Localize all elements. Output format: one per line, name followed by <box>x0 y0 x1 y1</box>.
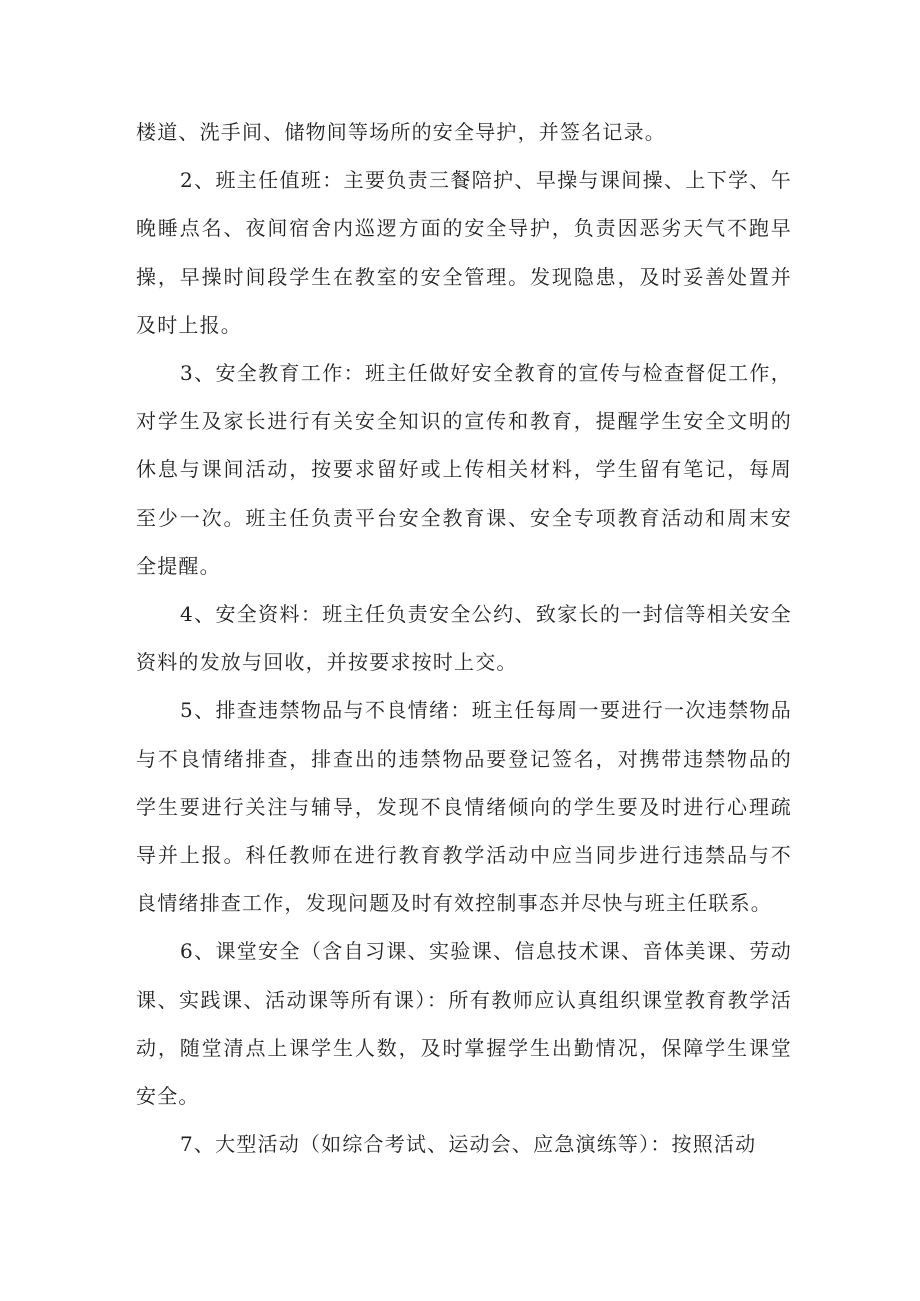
paragraph-item-3: 3、安全教育工作：班主任做好安全教育的宣传与检查督促工作，对学生及家长进行有关安全知识的宣传和教育，提醒学生安全文明的休息与课间活动，按要求留好或上传相关材料，学生留有笔记，每周至少一次。班主任负责平台安全教育课、安全专项教育活动和周末安全提醒。 <box>136 361 792 578</box>
paragraph-item-7: 7、大型活动（如综合考试、运动会、应急演练等）：按照活动 <box>180 1132 757 1157</box>
paragraph-item-2: 2、班主任值班：主要负责三餐陪护、早操与课间操、上下学、午晚睡点名、夜间宿舍内巡逻方面的安全导护，负责因恶劣天气不跑早操，早操时间段学生在教室的安全管理。发现隐患，及时妥善处置并及时上报。 <box>136 168 792 337</box>
document-body <box>136 108 792 1168</box>
paragraph-item-6: 6、课堂安全（含自习课、实验课、信息技术课、音体美课、劳动课、实践课、活动课等所有课）：所有教师应认真组织课堂教育教学活动，随堂清点上课学生人数，及时掌握学生出勤情况，保障学生课堂安全。 <box>136 939 792 1109</box>
paragraph-item-4: 4、安全资料：班主任负责安全公约、致家长的一封信等相关安全资料的发放与回收，并按要求按时上交。 <box>136 602 792 675</box>
paragraph-continuation: 楼道、洗手间、储物间等场所的安全导护，并签名记录。 <box>136 120 666 144</box>
paragraph-item-5: 5、排查违禁物品与不良情绪：班主任每周一要进行一次违禁物品与不良情绪排查，排查出的违禁物品要登记签名，对携带违禁物品的学生要进行关注与辅导，发现不良情绪倾向的学生要及时进行心理疏导并上报。科任教师在进行教育教学活动中应当同步进行违禁品与不良情绪排查工作，发现问题及时有效控制事态并尽快与班主任联系。 <box>136 698 792 916</box>
